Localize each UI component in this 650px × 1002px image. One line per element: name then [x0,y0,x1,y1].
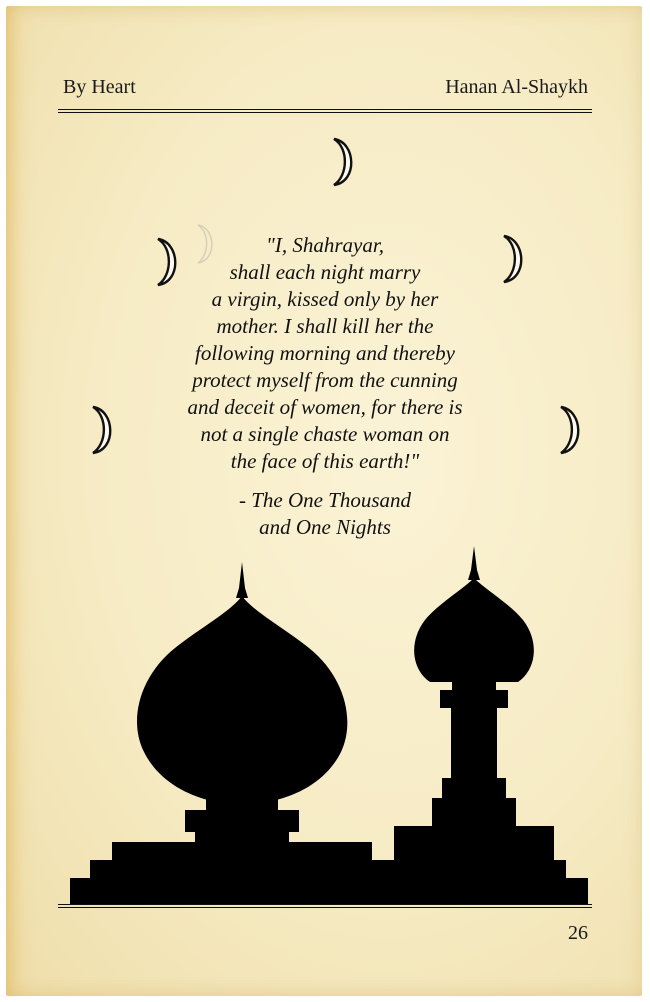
quote-line: following morning and thereby [195,341,455,365]
quote-line: the face of this earth!" [230,449,420,473]
footer-rule [58,904,592,908]
attribution-line: - The One Thousand [238,488,412,512]
quote-line: not a single chaste woman on [200,422,450,446]
book-title: By Heart [63,76,136,98]
quote-line: "I, Shahrayar, [266,233,384,257]
attribution-line: and One Nights [259,515,391,539]
author-name: Hanan Al-Shaykh [445,76,588,98]
quote-line: and deceit of women, for there is [187,395,463,419]
quote-line: a virgin, kissed only by her [211,287,439,311]
quote-line: shall each night marry [229,260,421,284]
quote-line: protect myself from the cunning [192,368,458,392]
quote-line: mother. I shall kill her the [216,314,434,338]
page-number: 26 [568,922,588,944]
